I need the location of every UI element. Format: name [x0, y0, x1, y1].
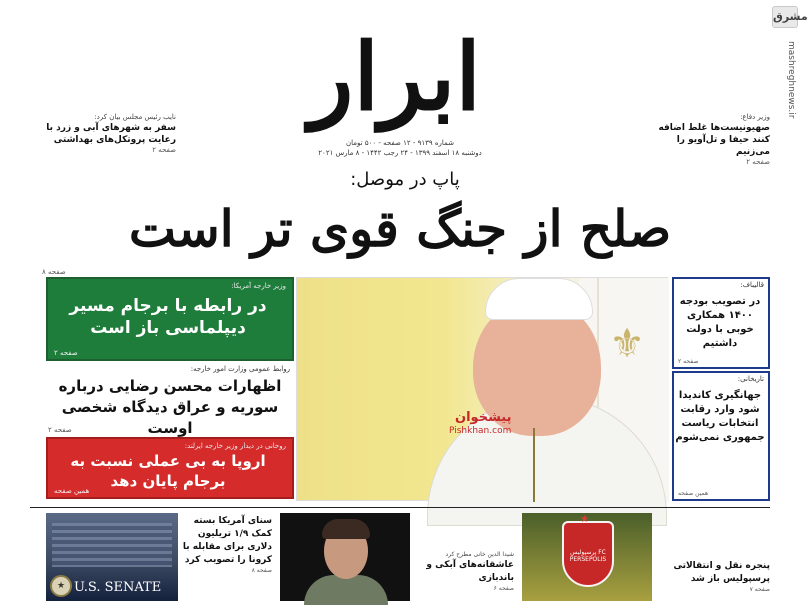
- box-headline: در رابطه با برجام مسیر دیپلماسی باز است: [69, 296, 267, 338]
- portrait-kicker: شیدا الدین خانی مطرح کرد: [445, 551, 514, 558]
- teaser-headline: سفر به شهرهای آبی و زرد با رعایت پروتکل‌های بهداشتی: [46, 123, 176, 145]
- persepolis-headline: پنجره نقل و انتقالاتی پرسپولیس باز شد: [673, 561, 770, 584]
- box-page: صفحه ۲: [678, 358, 699, 365]
- teaser-kicker: نایب رئیس مجلس بیان کرد:: [94, 113, 176, 121]
- box-kicker: قالیباف:: [740, 281, 764, 289]
- photo-credit-url: Pishkhan.com: [449, 426, 512, 436]
- photo-credit: پیشخوان: [455, 410, 512, 425]
- persepolis-crest: [562, 521, 614, 587]
- box-kicker: روحانی در دیدار وزیر خارجه ایرلند:: [184, 442, 286, 450]
- box-kicker: تاریخانی:: [737, 375, 764, 383]
- site-watermark: mashreghnews.ir: [786, 40, 796, 119]
- teaser-headline: صهیونیست‌ها غلط اضافه کنند حیفا و تل‌آویو را می‌زنیم: [658, 123, 770, 157]
- top-right-teaser[interactable]: [640, 112, 770, 167]
- box-headline: جهانگیری کاندیدا شود وارد رقابت انتخابات ریاست جمهوری نمی‌شوم: [675, 390, 765, 443]
- teaser-kicker: وزیر دفاع:: [740, 113, 770, 121]
- right-news-box-1[interactable]: [672, 277, 770, 369]
- box-kicker: وزیر خارجه آمریکا:: [231, 282, 286, 290]
- section-divider: [30, 507, 770, 508]
- senate-headline: سنای آمریکا بسته کمک ۱/۹ تریلیون دلاری برای مقابله با کرونا را تصویب کرد: [182, 516, 272, 565]
- box-page: صفحه ۲: [48, 426, 72, 434]
- box-headline: اظهارات محسن رضایی درباره سوریه و عراق دیدگاه شخصی اوست: [58, 377, 282, 437]
- papal-keys-icon: ⚜: [609, 321, 645, 367]
- senate-page: صفحه ۸: [251, 567, 272, 574]
- issue-date: دوشنبه ۱۸ اسفند ۱۳۹۹ - ۲۴ رجب ۱۴۴۲ - ۸ مارس ۲۰۲۱: [318, 149, 482, 157]
- newspaper-logo: ابرار: [309, 23, 481, 131]
- senate-chamber: [52, 523, 172, 567]
- teaser-page: صفحه ۲: [152, 146, 176, 154]
- senate-seal-icon: ★: [50, 575, 72, 597]
- portrait-photo[interactable]: [280, 513, 410, 601]
- box-page: صفحه ۲: [54, 349, 78, 357]
- main-kicker: پاپ در موصل:: [350, 169, 460, 190]
- portrait-headline: عاشقانه‌های آبکی و باندبازی: [426, 560, 514, 583]
- issue-number: شماره ۹۱۳۹ - ۱۲ صفحه - ۵۰۰ تومان: [346, 139, 454, 147]
- persepolis-photo[interactable]: [522, 513, 652, 601]
- senate-label: U.S. SENATE: [74, 580, 162, 595]
- top-left-teaser[interactable]: [46, 112, 176, 155]
- portrait-article[interactable]: [414, 550, 514, 592]
- crest-text: پرسپولیس FC PERSEPOLIS: [569, 549, 607, 563]
- white-news-box[interactable]: [46, 362, 294, 436]
- portrait-hair: [322, 519, 370, 539]
- teaser-page: صفحه ۲: [746, 158, 770, 166]
- main-page-ref: صفحه ۸: [42, 268, 66, 276]
- crest-star-icon: ★: [580, 514, 589, 525]
- pectoral-cord: [533, 428, 535, 502]
- senate-article[interactable]: [180, 515, 272, 574]
- site-logo: مشرق: [772, 6, 798, 28]
- right-news-box-2[interactable]: [672, 371, 770, 501]
- portrait-shirt: [304, 575, 388, 605]
- box-headline: در تصویب بودجه ۱۴۰۰ همکاری خوبی با دولت داشتیم: [679, 296, 761, 349]
- main-headline[interactable]: صلح از جنگ قوی تر است: [128, 199, 672, 258]
- senate-photo[interactable]: [46, 513, 178, 601]
- red-news-box[interactable]: [46, 437, 294, 499]
- box-page: همین صفحه: [678, 490, 709, 497]
- issue-info: [300, 138, 500, 158]
- box-kicker: روابط عمومی وزارت امور خارجه:: [190, 365, 290, 373]
- green-news-box[interactable]: [46, 277, 294, 361]
- persepolis-page: صفحه ۷: [749, 586, 770, 593]
- persepolis-article[interactable]: [656, 560, 770, 593]
- pope-photo[interactable]: [296, 277, 668, 501]
- portrait-page: صفحه ۶: [493, 585, 514, 592]
- box-page: همین صفحه: [54, 487, 90, 495]
- box-headline: اروپا به بی عملی نسبت به برجام پایان دهد: [70, 452, 266, 490]
- pope-zucchetto: [485, 278, 593, 320]
